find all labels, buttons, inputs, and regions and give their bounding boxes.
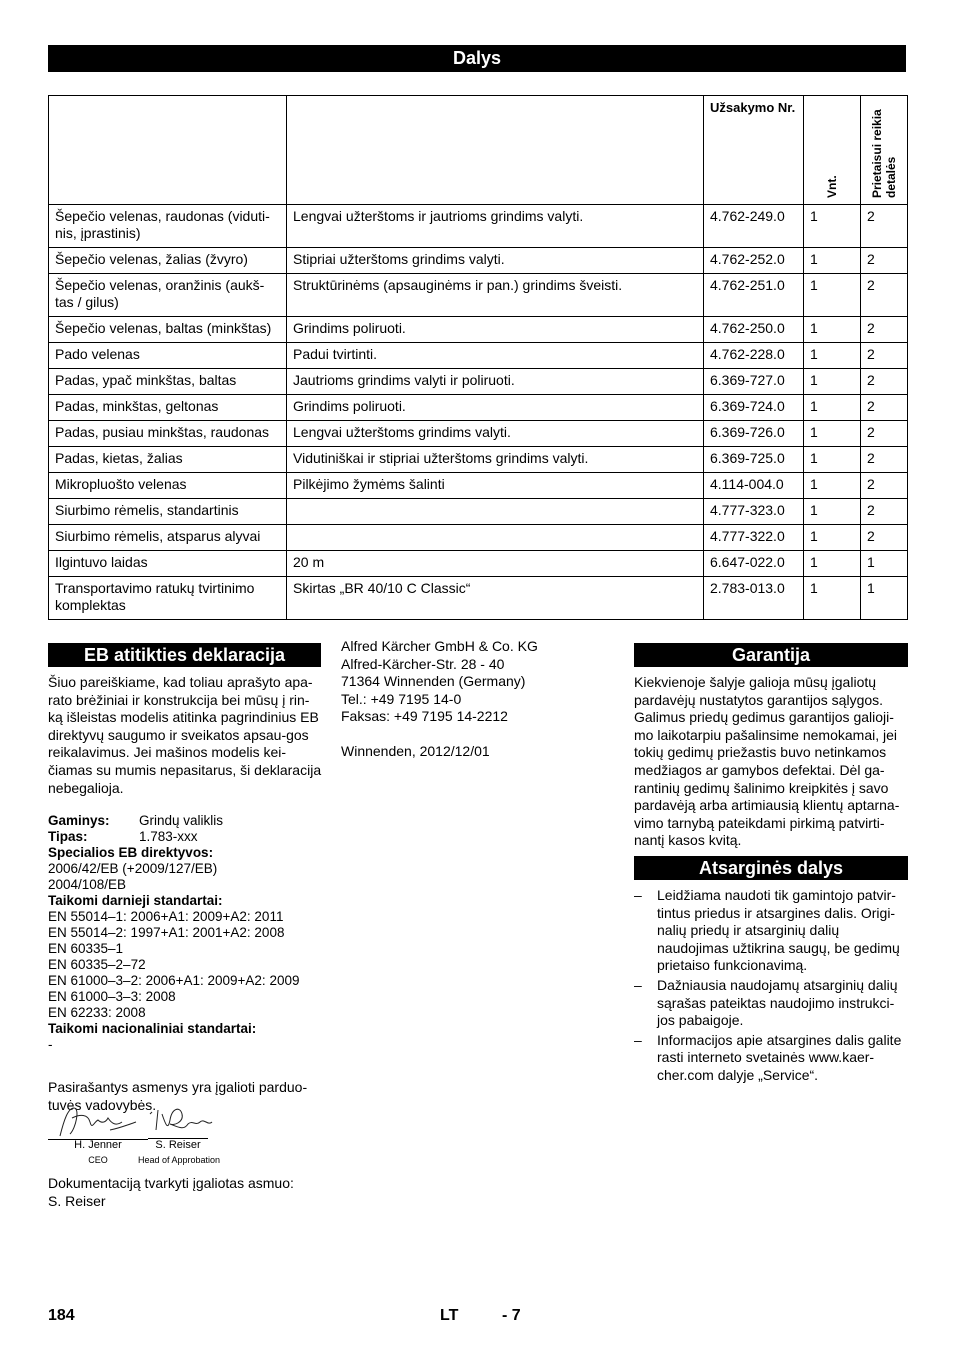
cell-qty: 1 [804,369,861,395]
cell-qty: 1 [804,395,861,421]
cell-order-no: 6.647-022.0 [704,551,804,577]
section-title-eb: EB atitikties deklaracija [48,643,321,667]
cell-description: Padui tvirtinti. [287,343,704,369]
cell-required: 2 [861,274,908,317]
eb-standard: EN 61000–3–3: 2008 [48,989,176,1005]
table-row [49,343,908,369]
company-address: Alfred Kärcher GmbH & Co. KG Alfred-Kärcher-Str. 28 - 40 71364 Winnenden (Germany) Tel.: +49 7195 14-0 Faksas: +49 7195 14-2212 Winnenden, 2012/12/01 [341,638,621,761]
cell-description: Struktūrinėms (apsauginėms ir pan.) grindims švеisti. [287,274,704,317]
warranty-text: Kiekvienoje šalyje galioja mūsų įgaliotų pardavėjų nustatytos garantijos sąlygos. Galimus priedų gedimus garantijos galioji-mo laikotarpiu pašalinsime nemokamai, jei tokių gedimų priežastis buvo netinkamos medžiagos ar gamybos defektai. Dėl ga-rantinių gedimų šalinimo kreipkitės į savo pardavėją arba artimiausią klientų aptarna-vimo tarnybą pateikdami pirkimą patvirti-nantį kasos kvitą. [634,674,900,849]
cell-description: Grindims poliruoti. [287,395,704,421]
header-qty: Vnt. [804,96,861,205]
cell-qty: 1 [804,499,861,525]
cell-description: Lengvai užterštoms grindims valyti. [287,421,704,447]
language-code: LT [440,1307,459,1324]
table-row [49,551,908,577]
cell-required: 2 [861,421,908,447]
table-row [49,525,908,551]
cell-qty: 1 [804,248,861,274]
cell-qty: 1 [804,205,861,248]
cell-order-no: 4.762-228.0 [704,343,804,369]
cell-description: Lengvai užterštoms ir jautrioms grindims valyti. [287,205,704,248]
cell-name: Siurbimo rėmelis, atsparus alyvai [49,525,287,551]
cell-name: Padas, kietas, žalias [49,447,287,473]
cell-name: Padas, ypač minkštas, baltas [49,369,287,395]
table-row [49,447,908,473]
cell-required: 2 [861,447,908,473]
cell-required: 2 [861,343,908,369]
list-item: – Leidžiama naudoti tik gamintojo patvir-tintus priedus ir atsargines dalis. Origi-nalių priedų ir atsarginių dalių naudojimas užtikrina saugų, be gedimų prietaiso funkcionavimą. [634,887,910,975]
table-row [49,274,908,317]
parts-table [48,95,908,620]
cell-order-no: 6.369-727.0 [704,369,804,395]
cell-description: Skirtas „BR 40/10 C Classic“ [287,577,704,620]
eb-type: Tipas: 1.783-xxx [48,829,198,845]
table-row [49,421,908,447]
cell-description: Grindims poliruoti. [287,317,704,343]
cell-description: Pilkėjimo žymėms šalinti [287,473,704,499]
eb-standard: EN 61000–3–2: 2006+A1: 2009+A2: 2009 [48,973,300,989]
page-number: 184 [48,1307,75,1324]
eb-national-label: Taikomi nacionaliniai standartai: [48,1021,257,1037]
cell-name: Šepečio velenas, oranžinis (aukš-tas / gilus) [49,274,287,317]
cell-order-no: 4.777-323.0 [704,499,804,525]
cell-order-no: 6.369-724.0 [704,395,804,421]
table-row [49,499,908,525]
cell-name: Ilgintuvo laidas [49,551,287,577]
cell-order-no: 6.369-725.0 [704,447,804,473]
cell-description: Vidutiniškai ir stipriai užterštoms grindims valyti. [287,447,704,473]
eb-intro: Šiuo pareiškiame, kad toliau aprašyto apa-rato brėžiniai ir konstrukcija bei mūsų į rin-ką išleistas modelis atitinka pagrindinius EB direktyvų saugumo ir sveikatos apsau-gos reikalavimus. Jei mašinos modelis kei-čiamas su mumis nepasitarus, ši deklaracija nebegalioja. [48,674,322,796]
cell-name: Padas, pusiau minkštas, raudonas [49,421,287,447]
eb-directive: 2006/42/EB (+2009/127/EB) [48,861,218,877]
cell-order-no: 6.369-726.0 [704,421,804,447]
cell-order-no: 4.114-004.0 [704,473,804,499]
place-date: Winnenden, 2012/12/01 [341,742,490,759]
eb-directives-label: Specialios EB direktyvos: [48,845,214,861]
signature-reiser: S. Reiser Head of Approbation [138,1139,221,1165]
eb-standard: EN 62233: 2008 [48,1005,146,1021]
cell-required: 2 [861,395,908,421]
cell-description: Jautrioms grindims valyti ir poliruoti. [287,369,704,395]
header-description [287,96,704,205]
cell-description: Stipriai užterštoms grindims valyti. [287,248,704,274]
cell-name: Šepečio velenas, raudonas (viduti-nis, įprastinis) [49,205,287,248]
cell-order-no: 4.762-252.0 [704,248,804,274]
cell-name: Šepečio velenas, baltas (minkštas) [49,317,287,343]
cell-required: 2 [861,499,908,525]
cell-description: 20 m [287,551,704,577]
eb-harmonized-label: Taikomi darnieji standartai: [48,893,223,909]
cell-required: 2 [861,525,908,551]
cell-name: Pado velenas [49,343,287,369]
cell-required: 2 [861,473,908,499]
doc-authority: Dokumentaciją tvarkyti įgaliotas asmuo: S. Reiser [48,1175,294,1209]
list-item: – Dažniausia naudojamų atsarginių dalių sąrašas pateiktas naudojimo instrukci-jos pabaigoje. [634,977,910,1030]
eb-national-value: - [48,1037,53,1053]
cell-qty: 1 [804,551,861,577]
eb-signatories-note: Pasirašantys asmenys yra įgalioti parduo-tuvės vadovybės. [48,1079,308,1113]
cell-qty: 1 [804,274,861,317]
cell-order-no: 4.762-250.0 [704,317,804,343]
section-title-warranty: Garantija [634,643,908,667]
cell-required: 2 [861,248,908,274]
cell-qty: 1 [804,525,861,551]
cell-qty: 1 [804,421,861,447]
eb-standard: EN 60335–2–72 [48,957,146,973]
cell-qty: 1 [804,447,861,473]
cell-name: Šepečio velenas, žalias (žvyro) [49,248,287,274]
table-row [49,395,908,421]
cell-required: 2 [861,205,908,248]
cell-qty: 1 [804,317,861,343]
cell-description [287,499,704,525]
header-order-no: Užsakymo Nr. [704,96,804,205]
table-row [49,577,908,620]
eb-product: Gaminys: Grindų valiklis [48,813,224,829]
section-title-parts: Dalys [48,45,906,72]
table-row [49,317,908,343]
table-row [49,369,908,395]
table-row [49,248,908,274]
table-row [49,473,908,499]
cell-name: Siurbimo rėmelis, standartinis [49,499,287,525]
cell-required: 2 [861,369,908,395]
cell-required: 1 [861,551,908,577]
cell-order-no: 4.762-249.0 [704,205,804,248]
cell-qty: 1 [804,577,861,620]
eb-standard: EN 60335–1 [48,941,124,957]
sub-page-number: - 7 [502,1307,521,1324]
table-header-row [49,96,908,205]
table-row [49,205,908,248]
eb-directive: 2004/108/EB [48,877,127,893]
cell-qty: 1 [804,473,861,499]
cell-description [287,525,704,551]
cell-name: Padas, minkštas, geltonas [49,395,287,421]
eb-standard: EN 55014–1: 2006+A1: 2009+A2: 2011 [48,909,284,925]
cell-required: 2 [861,317,908,343]
cell-order-no: 2.783-013.0 [704,577,804,620]
header-name [49,96,287,205]
spare-parts-list [634,887,910,1087]
cell-order-no: 4.762-251.0 [704,274,804,317]
eb-column [48,674,323,1114]
eb-standard: EN 55014–2: 1997+A1: 2001+A2: 2008 [48,925,285,941]
cell-qty: 1 [804,343,861,369]
cell-name: Mikropluošto velenas [49,473,287,499]
list-item: – Informacijos apie atsargines dalis galite rasti interneto svetainės www.kaer-cher.com dalyje „Service“. [634,1032,910,1085]
section-title-spare-parts: Atsarginės dalys [634,856,908,880]
header-required: Prietaisui reikia detalės [861,96,908,205]
cell-name: Transportavimo ratukų tvirtinimo komplektas [49,577,287,620]
cell-order-no: 4.777-322.0 [704,525,804,551]
cell-required: 1 [861,577,908,620]
signature-jenner: H. Jenner CEO [48,1139,148,1167]
